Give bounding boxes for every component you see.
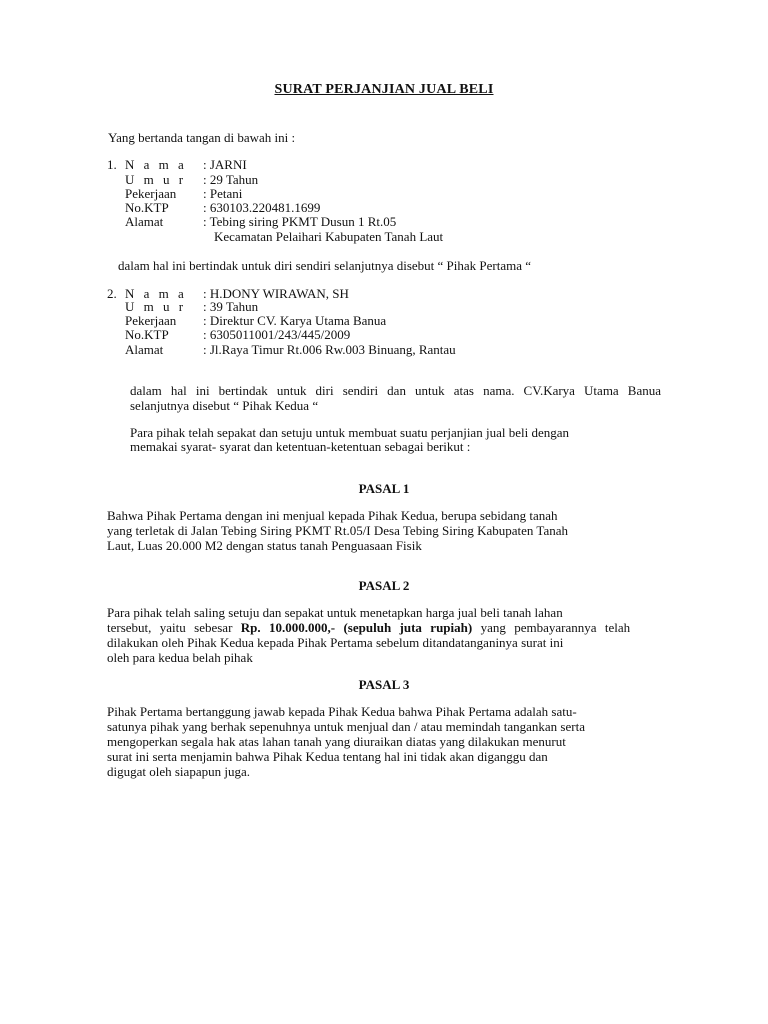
pasal-2-line-3: dilakukan oleh Pihak Kedua kepada Pihak Pertama sebelum ditandatanganinya surat ini — [107, 635, 564, 650]
party-2-name-label: N a m a — [125, 286, 187, 301]
pasal-2-line-4: oleh para kedua belah pihak — [107, 650, 253, 665]
party-1-name-value: : JARNI — [203, 157, 247, 172]
party-2-role-line-2: selanjutnya disebut “ Pihak Kedua “ — [130, 398, 319, 413]
party-1-address-label: Alamat — [125, 214, 164, 229]
pasal-3-line-3: mengoperkan segala hak atas lahan tanah yang diuraikan diatas yang dilakukan menurut — [107, 734, 566, 749]
party-2-role-line-1: dalam hal ini bertindak untuk diri sendiri dan untuk atas nama. CV.Karya Utama Banua — [130, 383, 662, 398]
pasal-2-price: Rp. 10.000.000,- (sepuluh juta rupiah) — [240, 620, 473, 635]
party-2-job-value: : Direktur CV. Karya Utama Banua — [203, 313, 387, 328]
pasal-1-line-3: Laut, Luas 20.000 M2 dengan status tanah Penguasaan Fisik — [107, 538, 422, 553]
party-1-role: dalam hal ini bertindak untuk diri sendiri selanjutnya disebut “ Pihak Pertama “ — [118, 258, 532, 273]
party-1-job-value: : Petani — [203, 186, 243, 201]
pasal-3-line-1: Pihak Pertama bertanggung jawab kepada Pihak Kedua bahwa Pihak Pertama adalah satu- — [107, 704, 577, 719]
party-1-address-value: : Tebing siring PKMT Dusun 1 Rt.05 — [203, 214, 397, 229]
party-2-name-value: : H.DONY WIRAWAN, SH — [203, 286, 349, 301]
document-title: SURAT PERJANJIAN JUAL BELI — [274, 82, 494, 97]
party-1-ktp-label: No.KTP — [125, 200, 169, 215]
party-1-age-value: : 29 Tahun — [203, 172, 259, 187]
pasal-2-line-2-pre: tersebut, yaitu sebesar — [107, 620, 241, 635]
party-1-name-label: N a m a — [125, 157, 187, 172]
pasal-2-heading: PASAL 2 — [358, 578, 410, 593]
party-2-address-value: : Jl.Raya Timur Rt.006 Rw.003 Binuang, Rantau — [203, 342, 456, 357]
pasal-2-line-2 — [107, 620, 630, 635]
party-1-ktp-value: : 630103.220481.1699 — [203, 200, 321, 215]
pasal-1-line-2: yang terletak di Jalan Tebing Siring PKMT Rt.05/I Desa Tebing Siring Kabupaten Tanah — [107, 523, 568, 538]
party-2-age-value: : 39 Tahun — [203, 299, 259, 314]
agreement-line-1: Para pihak telah sepakat dan setuju untuk membuat suatu perjanjian jual beli dengan — [130, 425, 569, 440]
pasal-2-line-1: Para pihak telah saling setuju dan sepakat untuk menetapkan harga jual beli tanah lahan — [107, 605, 563, 620]
pasal-3-line-5: digugat oleh siapapun juga. — [107, 764, 250, 779]
party-2-number: 2. — [107, 286, 117, 301]
pasal-3-line-2: satunya pihak yang berhak sepenuhnya untuk menjual dan / atau memindah tangankan serta — [107, 719, 585, 734]
party-2-address-label: Alamat — [125, 342, 164, 357]
pasal-1-line-1: Bahwa Pihak Pertama dengan ini menjual kepada Pihak Kedua, berupa sebidang tanah — [107, 508, 558, 523]
pasal-1-heading: PASAL 1 — [358, 481, 410, 496]
party-2-age-label: U m u r — [125, 299, 187, 314]
party-2-ktp-label: No.KTP — [125, 327, 169, 342]
agreement-line-2: memakai syarat- syarat dan ketentuan-ketentuan sebagai berikut : — [130, 439, 471, 454]
party-1-age-label: U m u r — [125, 172, 187, 187]
party-1-job-label: Pekerjaan — [125, 186, 177, 201]
party-1-address-continued: Kecamatan Pelaihari Kabupaten Tanah Laut — [214, 229, 444, 244]
pasal-3-line-4: surat ini serta menjamin bahwa Pihak Kedua tentang hal ini tidak akan diganggu dan — [107, 749, 548, 764]
party-2-ktp-value: : 6305011001/243/445/2009 — [203, 327, 351, 342]
pasal-2-line-2-post: yang pembayarannya telah — [472, 620, 631, 635]
pasal-3-heading: PASAL 3 — [358, 677, 410, 692]
party-1-number: 1. — [107, 157, 117, 172]
intro-text: Yang bertanda tangan di bawah ini : — [108, 130, 296, 145]
party-2-job-label: Pekerjaan — [125, 313, 177, 328]
